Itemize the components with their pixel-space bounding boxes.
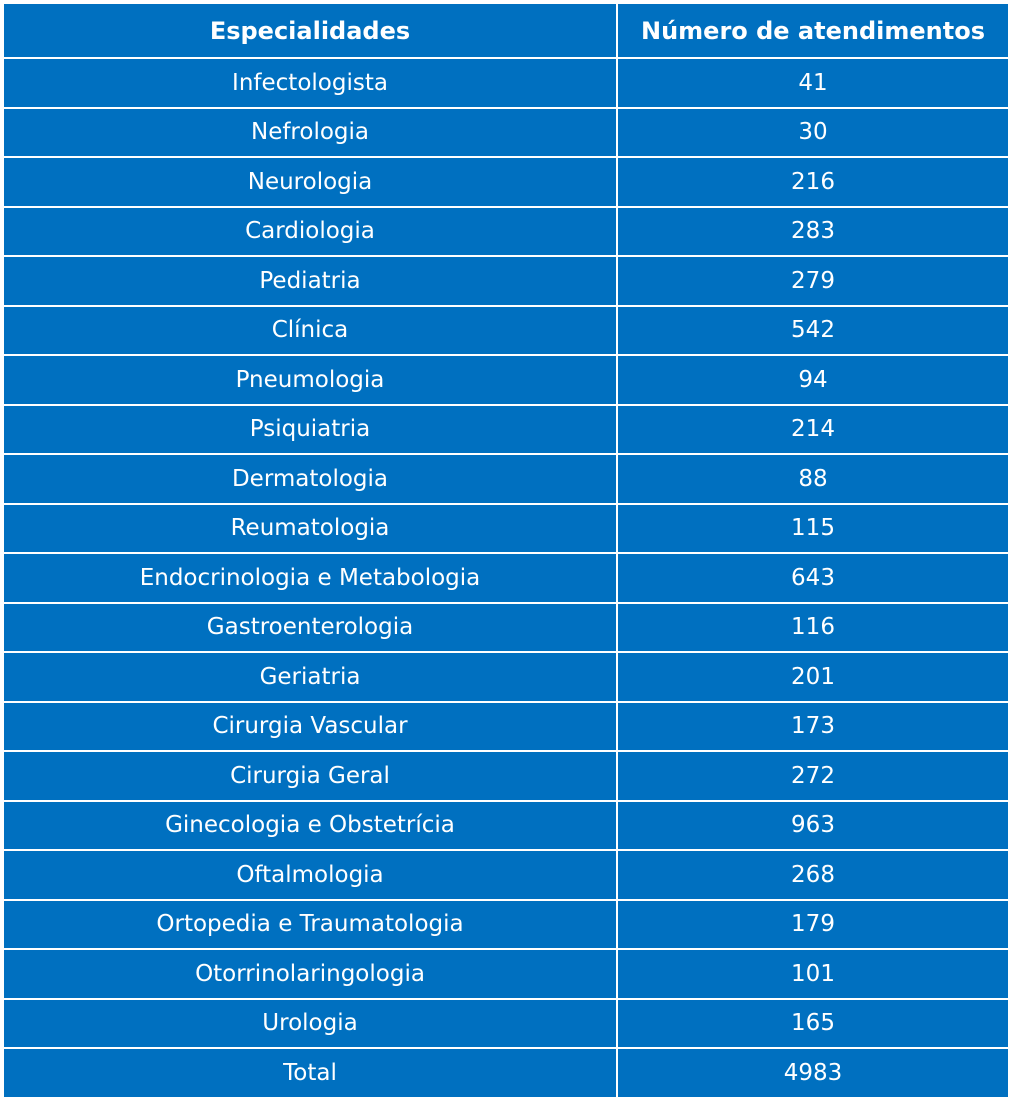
table-row (3, 157, 1009, 207)
count-cell: 283 (617, 207, 1009, 257)
specialty-cell: Ginecologia e Obstetrícia (3, 801, 617, 851)
specialty-cell: Cardiologia (3, 207, 617, 257)
specialty-cell: Pneumologia (3, 355, 617, 405)
table-row (3, 603, 1009, 653)
count-cell: 165 (617, 999, 1009, 1049)
specialty-cell: Reumatologia (3, 504, 617, 554)
count-cell: 963 (617, 801, 1009, 851)
count-cell: 88 (617, 454, 1009, 504)
specialty-cell: Endocrinologia e Metabologia (3, 553, 617, 603)
table-row (3, 108, 1009, 158)
count-cell: 201 (617, 652, 1009, 702)
total-label-cell: Total (3, 1048, 617, 1098)
count-cell: 101 (617, 949, 1009, 999)
count-cell: 116 (617, 603, 1009, 653)
specialty-cell: Infectologista (3, 58, 617, 108)
count-cell: 542 (617, 306, 1009, 356)
table-row (3, 751, 1009, 801)
specialty-cell: Pediatria (3, 256, 617, 306)
header-numero-atendimentos: Número de atendimentos (617, 3, 1009, 58)
specialty-cell: Urologia (3, 999, 617, 1049)
count-cell: 279 (617, 256, 1009, 306)
count-cell: 30 (617, 108, 1009, 158)
specialty-cell: Cirurgia Vascular (3, 702, 617, 752)
count-cell: 214 (617, 405, 1009, 455)
count-cell: 41 (617, 58, 1009, 108)
table-row (3, 504, 1009, 554)
count-cell: 179 (617, 900, 1009, 950)
specialty-cell: Neurologia (3, 157, 617, 207)
table-total-row (3, 1048, 1009, 1098)
specialty-cell: Gastroenterologia (3, 603, 617, 653)
table-body (3, 58, 1009, 1098)
table-row (3, 652, 1009, 702)
table-row (3, 306, 1009, 356)
specialty-cell: Ortopedia e Traumatologia (3, 900, 617, 950)
total-value-cell: 4983 (617, 1048, 1009, 1098)
table-row (3, 801, 1009, 851)
specialties-table (2, 2, 1010, 1099)
count-cell: 173 (617, 702, 1009, 752)
specialty-cell: Geriatria (3, 652, 617, 702)
table-row (3, 405, 1009, 455)
specialty-cell: Cirurgia Geral (3, 751, 617, 801)
count-cell: 216 (617, 157, 1009, 207)
table-row (3, 58, 1009, 108)
table-row (3, 949, 1009, 999)
count-cell: 268 (617, 850, 1009, 900)
table-row (3, 999, 1009, 1049)
data-table-container (2, 2, 1008, 1099)
count-cell: 94 (617, 355, 1009, 405)
specialty-cell: Otorrinolaringologia (3, 949, 617, 999)
table-row (3, 850, 1009, 900)
count-cell: 643 (617, 553, 1009, 603)
table-row (3, 207, 1009, 257)
table-row (3, 900, 1009, 950)
specialty-cell: Clínica (3, 306, 617, 356)
specialty-cell: Dermatologia (3, 454, 617, 504)
table-row (3, 702, 1009, 752)
specialty-cell: Nefrologia (3, 108, 617, 158)
specialty-cell: Psiquiatria (3, 405, 617, 455)
table-header-row (3, 3, 1009, 58)
count-cell: 272 (617, 751, 1009, 801)
table-row (3, 553, 1009, 603)
specialty-cell: Oftalmologia (3, 850, 617, 900)
table-row (3, 454, 1009, 504)
header-especialidades: Especialidades (3, 3, 617, 58)
count-cell: 115 (617, 504, 1009, 554)
table-row (3, 355, 1009, 405)
table-row (3, 256, 1009, 306)
